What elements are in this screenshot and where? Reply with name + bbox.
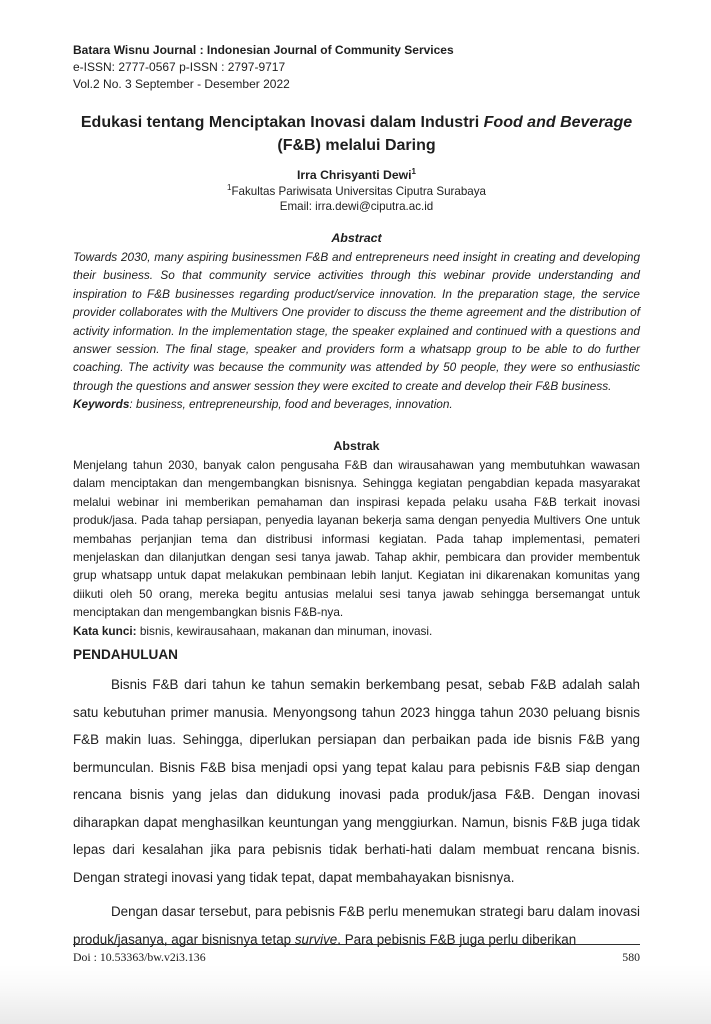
page-bottom-shadow bbox=[0, 964, 711, 1024]
abstract-id-heading: Abstrak bbox=[333, 439, 380, 453]
section-paragraph-1: Bisnis F&B dari tahun ke tahun semakin berkembang pesat, sebab F&B adalah salah satu kebutuhan primer manusia. Menyongsong tahun 2023 hingga tahun 2030 peluang bisnis F&B makin luas. Sehingga, diperlukan persiapan dan perbaikan pada ide bisnis F&B yang bermunculan. Bisnis F&B bisa menjadi opsi yang tepat kalau para pebisnis F&B siap dengan rencana bisnis yang jelas dan didukung inovasi pada produk/jasa F&B. Dengan inovasi diharapkan dapat menghasilkan keuntungan yang menggiurkan. Namun, bisnis F&B juga tidak lepas dari kesalahan jika para pebisnis tidak berhati-hati dalam membuat rencana bisnis. Dengan strategi inovasi yang tidak tepat, dapat membahayakan bisnisnya. bbox=[73, 677, 640, 885]
article-title-line2: (F&B) melalui Daring bbox=[277, 136, 436, 154]
abstract-en-heading: Abstract bbox=[331, 231, 382, 245]
page-footer bbox=[73, 944, 640, 965]
author-email: Email: irra.dewi@ciputra.ac.id bbox=[279, 200, 434, 214]
issn-line: e-ISSN: 2777-0567 p-ISSN : 2797-9717 bbox=[73, 60, 286, 74]
kata-kunci-label: Kata kunci: bbox=[73, 623, 137, 638]
page-number: 580 bbox=[622, 950, 640, 964]
kata-kunci-list: bisnis, kewirausahaan, makanan dan minuman, inovasi. bbox=[136, 623, 433, 638]
volume-issue-line: Vol.2 No. 3 September - Desember 2022 bbox=[73, 77, 290, 91]
italic-term: survive bbox=[294, 931, 338, 947]
author-affiliation: $^1$Fakultas Pariwisata Universitas Ciputra Surabaya bbox=[227, 182, 486, 198]
keywords-label: Keywords bbox=[73, 397, 130, 412]
article-title bbox=[73, 112, 640, 157]
abstract-en-body: Towards 2030, many aspiring businessmen F&B and entrepreneurs need insight in creating and developing their business. So that community service activities through this webinar provide understanding and inspiration to F&B businesses regarding product/service innovation. In the preparation stage, the service provider collaborates with the Multivers One provider to discuss the theme agreement and the distribution of activity information. In the implementation stage, the speaker explained and continued with a questions and answer session. The final stage, speaker and providers form a whatsapp group to be able to do further coaching. The activity was because the community was attended by 50 people, they were so enthusiastic through the questions and answer session they were excited to create and develop their F&B business. Keywords: business, entrepreneurship, food and beverages, innovation. bbox=[73, 250, 640, 412]
author-name: Irra Chrisyanti Dewi$^1$ bbox=[297, 166, 416, 182]
author-affiliation-marker: 1 bbox=[411, 166, 416, 176]
keywords-list: : business, entrepreneurship, food and beverages, innovation. bbox=[129, 397, 453, 412]
affiliation-marker: 1 bbox=[227, 182, 232, 192]
article-title-line1 bbox=[73, 112, 640, 135]
section-paragraph-2: Dengan dasar tersebut, para pebisnis F&B perlu menemukan strategi baru dalam inovasi produk/jasanya, agar bisnisnya tetap survive. Para pebisnis F&B juga perlu diberikan bbox=[73, 904, 640, 947]
abstract-id-body: Menjelang tahun 2030, banyak calon pengusaha F&B dan wirausahawan yang membutuhkan wawasan dalam menciptakan dan mengembangkan bisnisnya. Sehingga kegiatan pengabdian kepada masyarakat melalui webinar ini memberikan pemahaman dan inspirasi kepada pelaku usaha F&B terkait inovasi produk/jasa. Pada tahap persiapan, penyedia layanan bekerja sama dengan penyedia Multivers One untuk membahas perjanjian tema dan distribusi informasi kegiatan. Pada tahap implementasi, pemateri menjelaskan dan dilanjutkan dengan sesi tanya jawab. Tahap akhir, pembicara dan provider membentuk grup whatsapp untuk dapat melakukan pembinaan lebih lanjut. Kegiatan ini dikarenakan komunitas yang diikuti oleh 50 orang, mereka begitu antusias melalui sesi tanya jawab sehingga bersemangat untuk menciptakan dan mengembangkan bisnis F&B-nya. Kata kunci: bisnis, kewirausahaan, makanan dan minuman, inovasi. bbox=[73, 458, 640, 638]
abstract-indonesian bbox=[73, 437, 640, 640]
section-heading: PENDAHULUAN bbox=[73, 647, 178, 662]
section-pendahuluan bbox=[73, 645, 640, 953]
abstract-english bbox=[73, 229, 640, 414]
journal-header bbox=[73, 42, 640, 93]
author-block bbox=[73, 168, 640, 215]
doi-text: Doi : 10.53363/bw.v2i3.136 bbox=[73, 950, 206, 964]
title-regular-text: Edukasi tentang Menciptakan Inovasi dalam Industri bbox=[80, 114, 484, 131]
title-italic-text: Food and Beverage bbox=[483, 114, 633, 131]
journal-title: Batara Wisnu Journal : Indonesian Journal of Community Services bbox=[73, 43, 454, 57]
